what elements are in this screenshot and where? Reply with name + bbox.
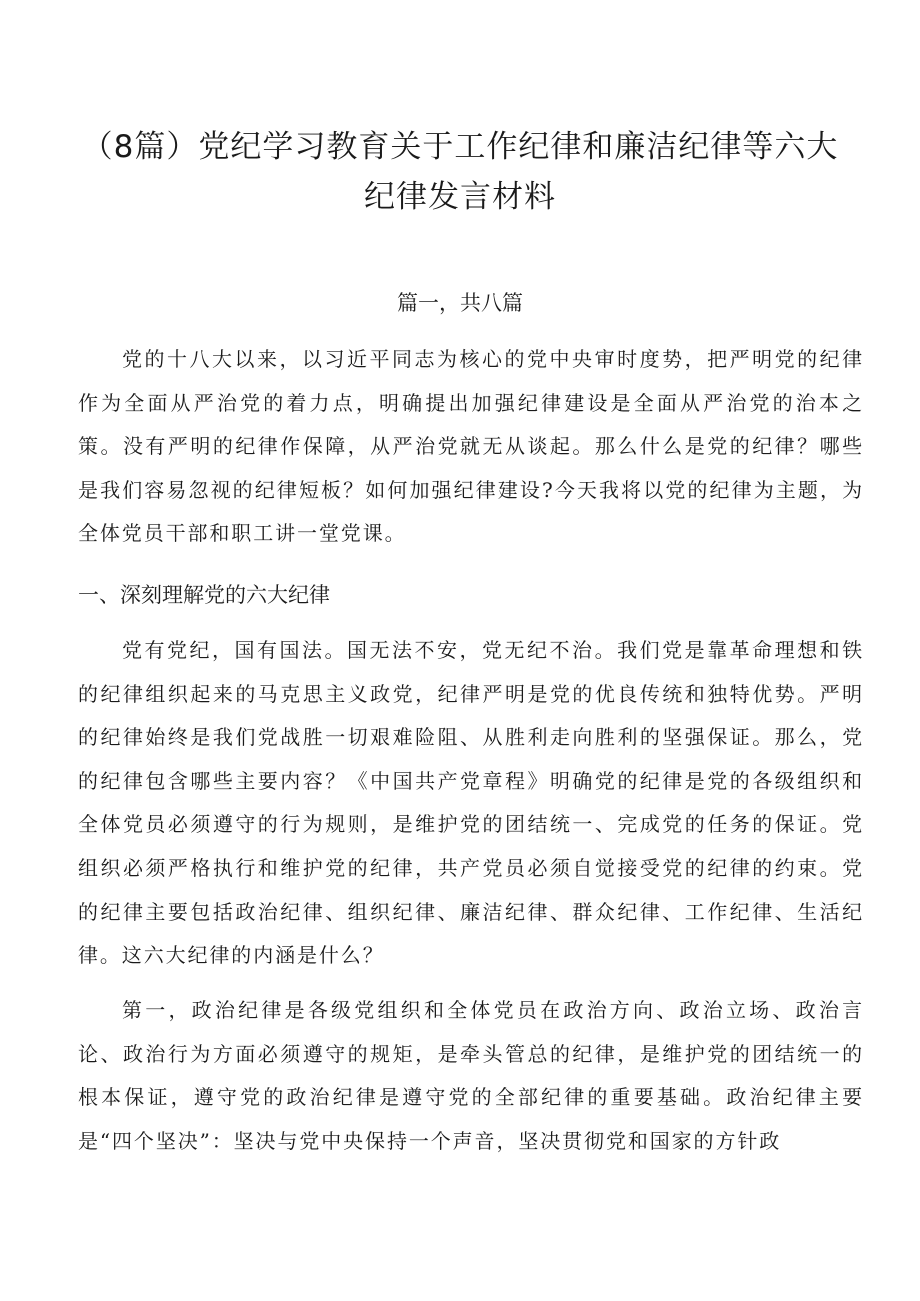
subheading-six-disciplines: 一、深刻理解党的六大纪律 bbox=[78, 583, 330, 607]
document-title: （8篇）党纪学习教育关于工作纪律和廉洁纪律等六大纪律发言材料 bbox=[81, 129, 839, 215]
section-heading: 篇一，共八篇 bbox=[397, 291, 523, 315]
disciplines-overview-paragraph: 党有党纪，国有国法。国无法不安，党无纪不治。我们党是靠革命理想和铁的纪律组织起来的马克思主义政党，纪律严明是党的优良传统和独特优势。严明的纪律始终是我们党战胜一切艰难险阻、从胜利走向胜利的坚强保证。那么，党的纪律包含哪些主要内容？《中国共产党章程》明确党的纪律是党的各级组织和全体党员必须遵守的行为规则，是维护党的团结统一、完成党的任务的保证。党组织必须严格执行和维护党的纪律，共产党员必须自觉接受党的纪律的约束。党的纪律主要包括政治纪律、组织纪律、廉洁纪律、群众纪律、工作纪律、生活纪律。这六大纪律的内涵是什么？ bbox=[78, 638, 864, 968]
intro-paragraph: 党的十八大以来，以习近平同志为核心的党中央审时度势，把严明党的纪律作为全面从严治党的着力点，明确提出加强纪律建设是全面从严治党的治本之策。没有严明的纪律作保障，从严治党就无从谈起。那么什么是党的纪律？哪些是我们容易忽视的纪律短板？如何加强纪律建设?今天我将以党的纪律为主题，为全体党员干部和职工讲一堂党课。 bbox=[78, 347, 864, 546]
political-discipline-paragraph: 第一，政治纪律是各级党组织和全体党员在政治方向、政治立场、政治言论、政治行为方面必须遵守的规矩，是牵头管总的纪律，是维护党的团结统一的根本保证，遵守党的政治纪律是遵守党的全部纪律的重要基础。政治纪律主要是“四个坚决”：坚决与党中央保持一个声音，坚决贯彻党和国家的方针政 bbox=[78, 998, 864, 1153]
